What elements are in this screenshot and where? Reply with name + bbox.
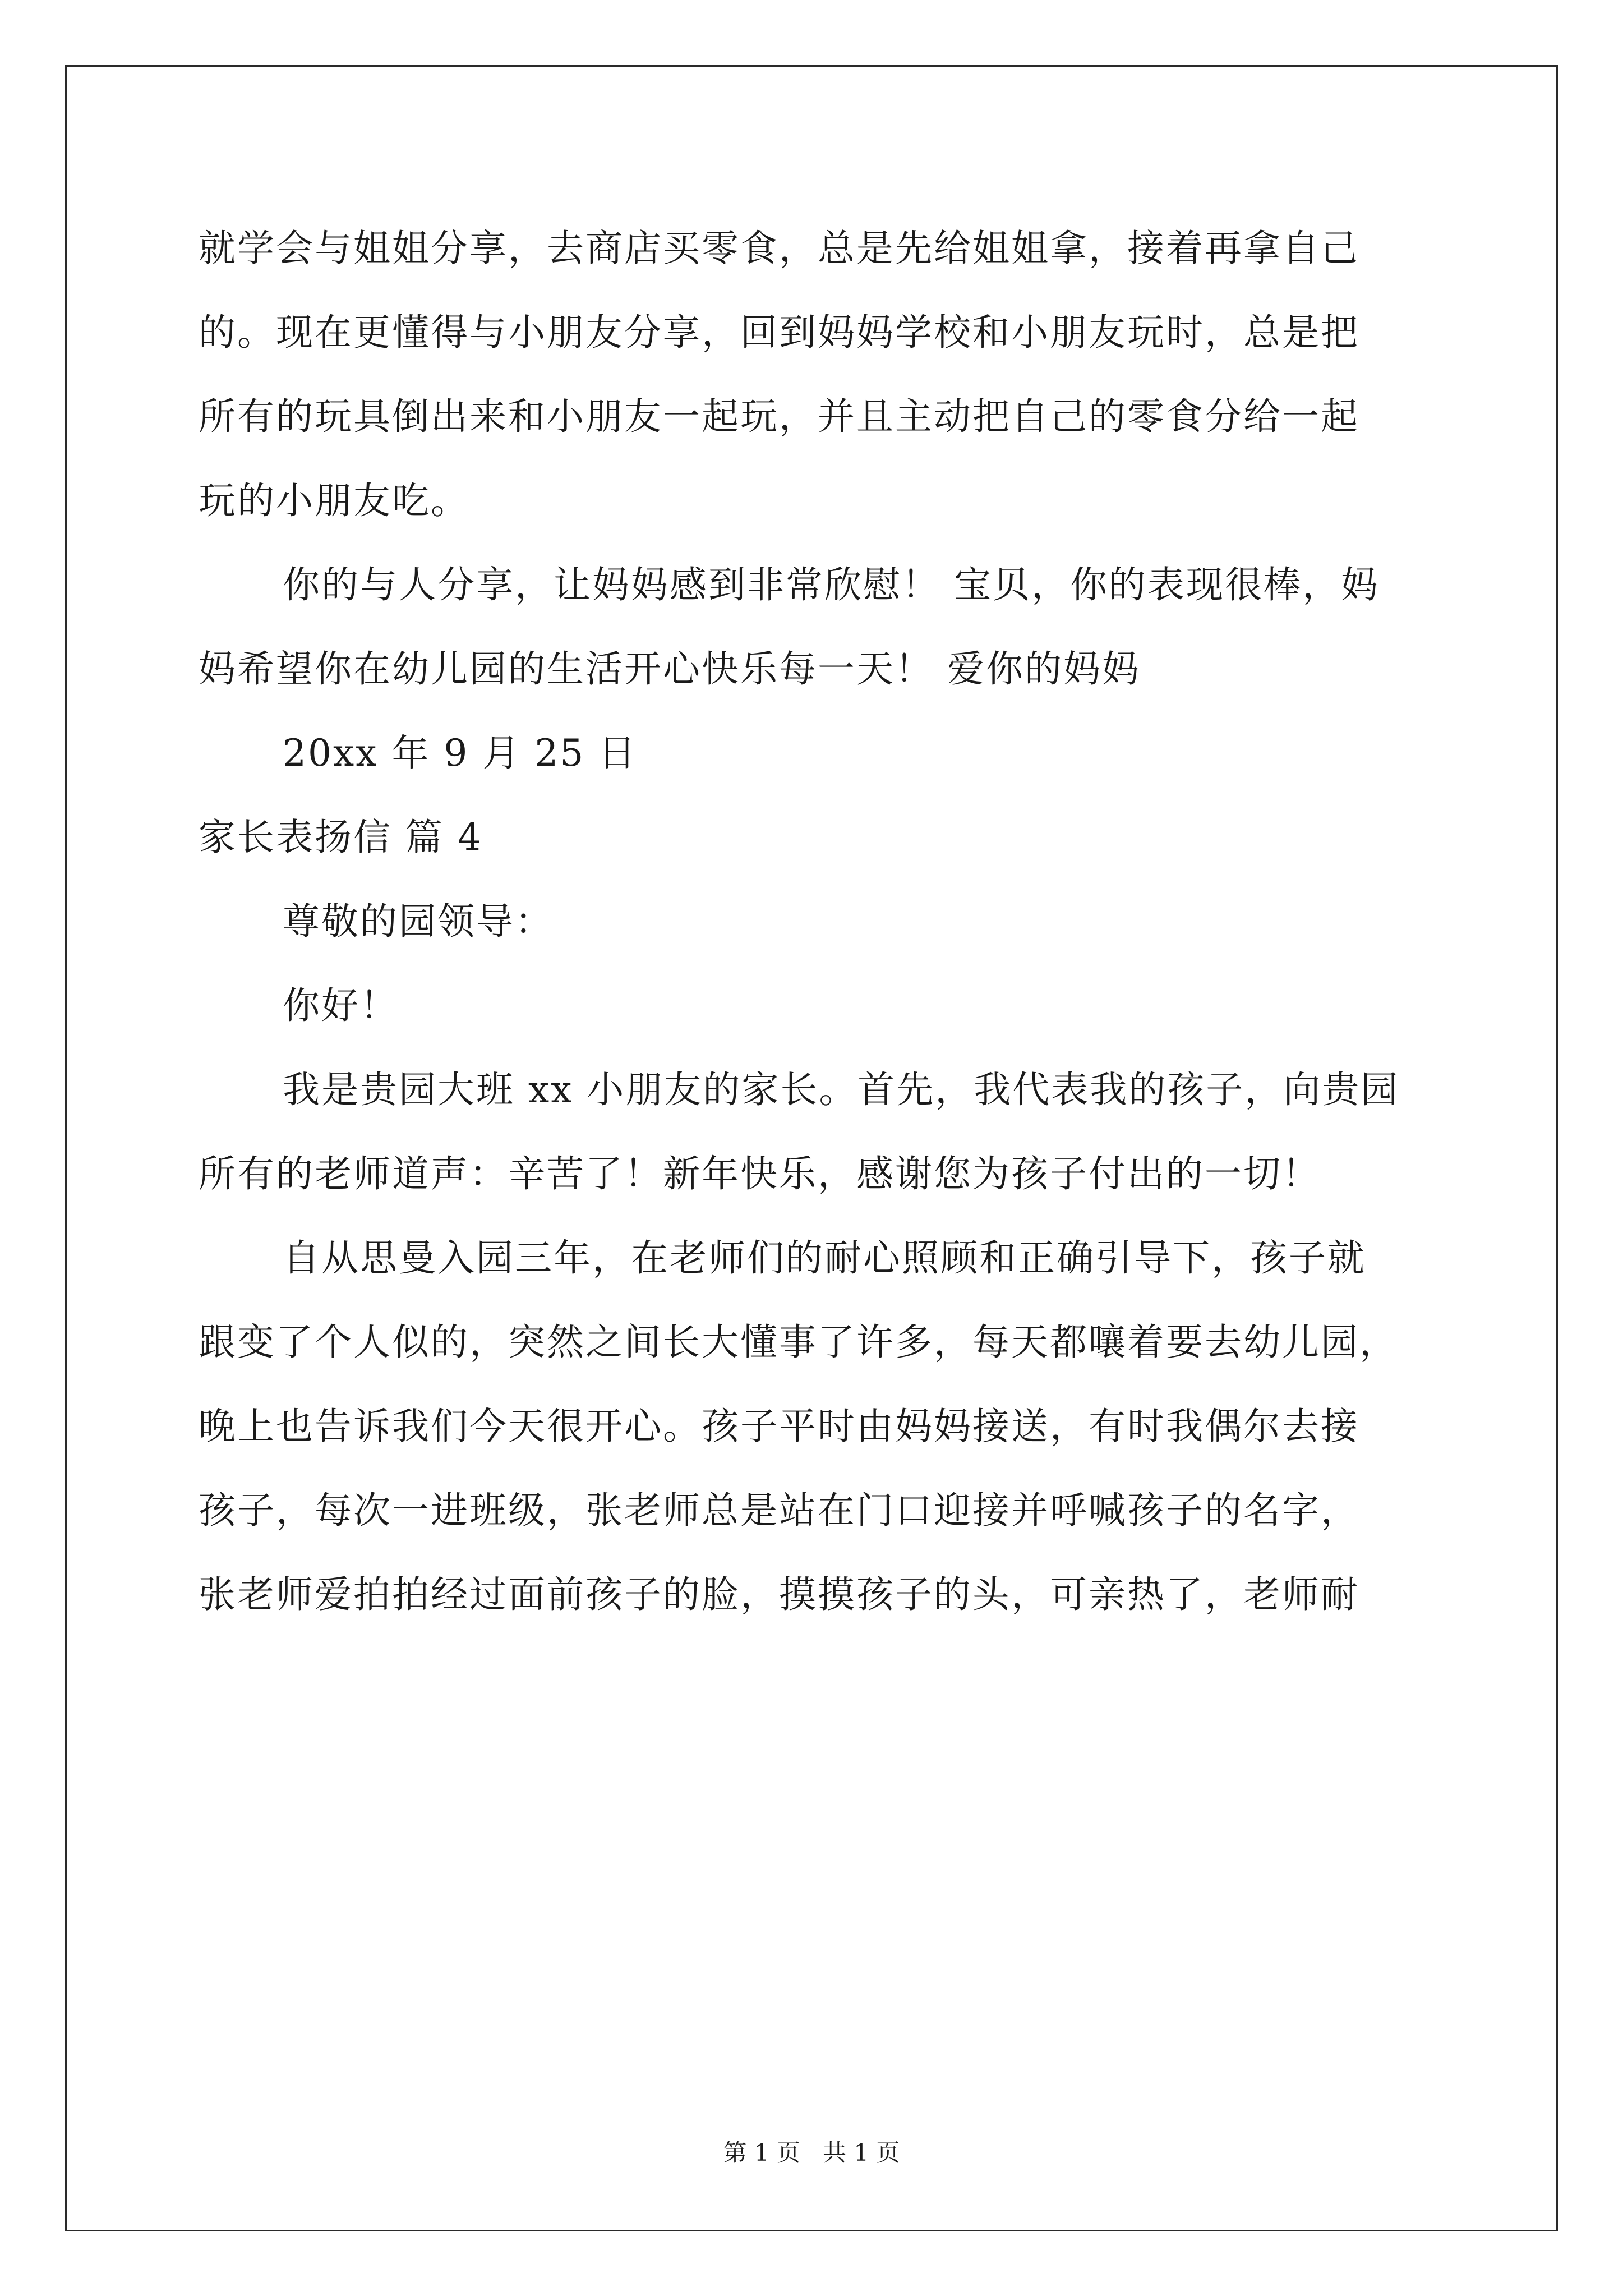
section-heading: 家长表扬信 篇 4 <box>199 816 483 859</box>
page-border <box>65 65 1558 2231</box>
body-text-line: 跟变了个人似的，突然之间长大懂事了许多，每天都嚷着要去幼儿园， <box>199 1320 1398 1364</box>
body-text-line: 孩子，每次一进班级，张老师总是站在门口迎接并呼喊孩子的名字， <box>199 1489 1359 1532</box>
body-text-line: 的。现在更懂得与小朋友分享，回到妈妈学校和小朋友玩时，总是把 <box>199 311 1359 354</box>
body-text-line: 就学会与姐姐分享，去商店买零食，总是先给姐姐拿，接着再拿自己 <box>199 227 1359 270</box>
body-text-line: 自从思曼入园三年，在老师们的耐心照顾和正确引导下，孩子就 <box>283 1236 1366 1280</box>
body-text-line: 你的与人分享，让妈妈感到非常欣慰！ 宝贝，你的表现很棒，妈 <box>283 563 1380 606</box>
body-text-line: 晚上也告诉我们今天很开心。孩子平时由妈妈接送，有时我偶尔去接 <box>199 1405 1359 1448</box>
body-text-line: 玩的小朋友吃。 <box>199 479 469 522</box>
page-number-footer: 第 1 页 共 1 页 <box>723 2139 900 2166</box>
body-text-line: 张老师爱拍拍经过面前孩子的脸，摸摸孩子的头，可亲热了，老师耐 <box>199 1573 1359 1616</box>
letter-date: 20xx 年 9 月 25 日 <box>283 731 638 775</box>
body-text-line: 所有的老师道声：辛苦了！新年快乐，感谢您为孩子付出的一切！ <box>199 1152 1321 1195</box>
body-text-line: 所有的玩具倒出来和小朋友一起玩，并且主动把自己的零食分给一起 <box>199 395 1359 438</box>
salutation: 尊敬的园领导： <box>283 900 554 943</box>
greeting: 你好！ <box>283 984 399 1027</box>
body-text-line: 妈希望你在幼儿园的生活开心快乐每一天！ 爱你的妈妈 <box>199 647 1141 691</box>
body-text-line: 我是贵园大班 xx 小朋友的家长。首先，我代表我的孩子，向贵园 <box>283 1068 1400 1111</box>
